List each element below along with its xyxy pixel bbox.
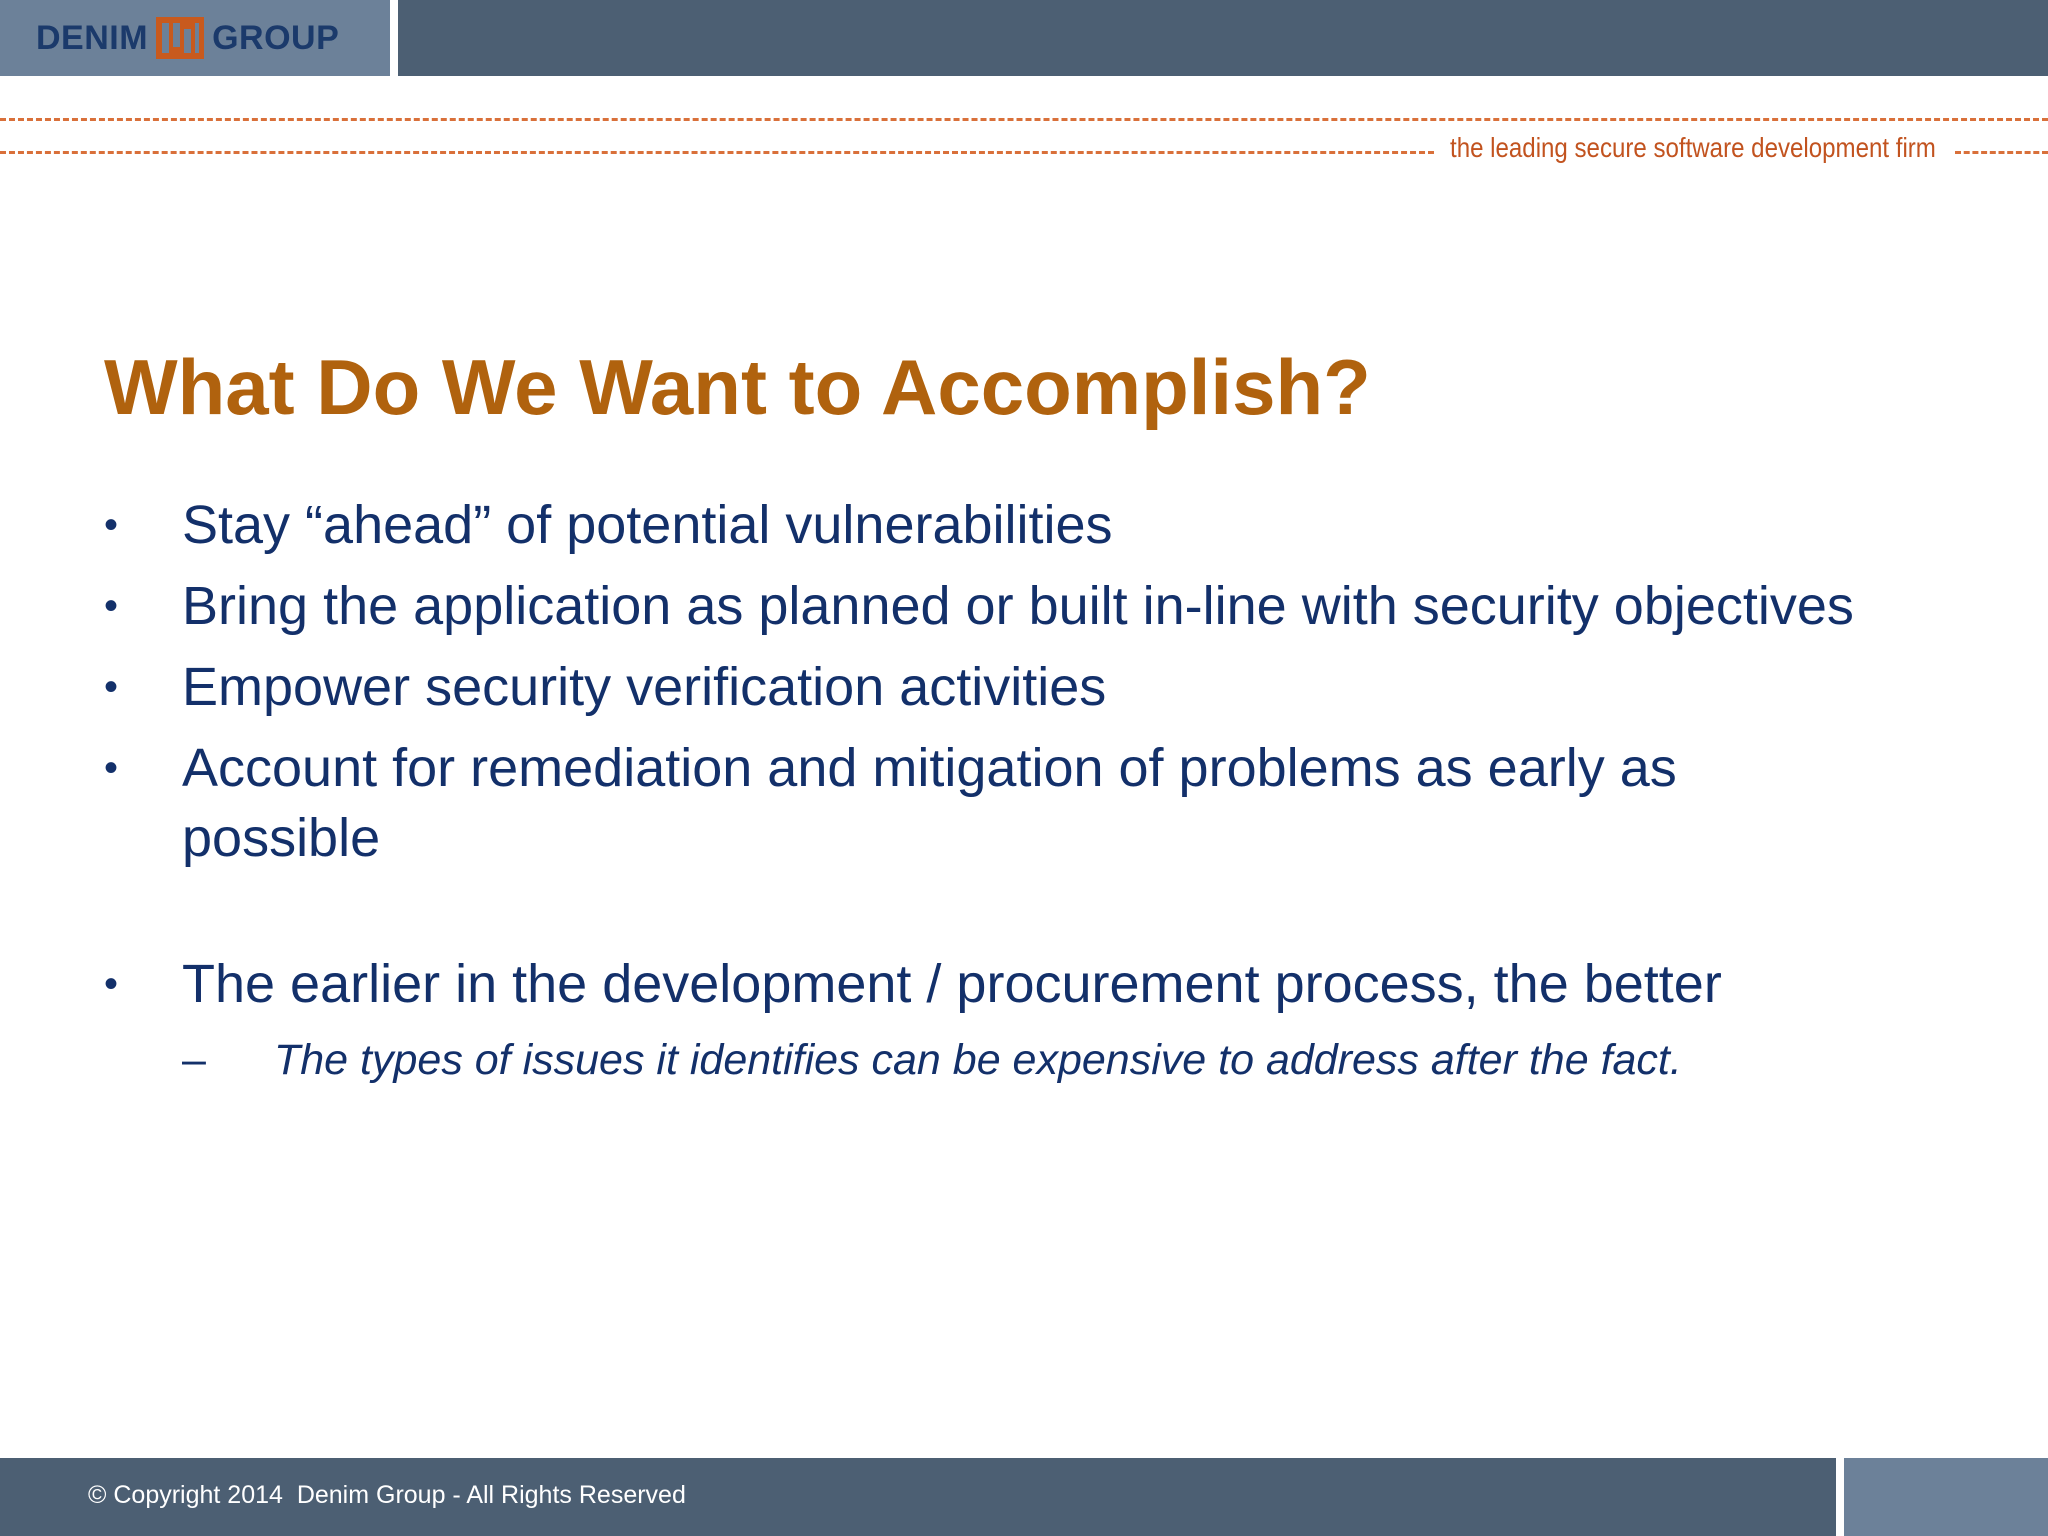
bullet-item <box>104 490 2004 560</box>
tagline: the leading secure software development firm <box>1450 132 1936 163</box>
sub-bullet-text: The types of issues it identifies can be expensive to address after the fact. <box>274 1036 1682 1084</box>
bullet-text: Empower security verification activities <box>182 657 1107 717</box>
footer-divider <box>1836 1458 1844 1536</box>
bullet-text: Stay “ahead” of potential vulnerabilities <box>182 495 1113 555</box>
logo-text-group: GROUP <box>212 18 340 57</box>
copyright-notice: © Copyright 2014 Denim Group - All Rights Reserved <box>88 1481 686 1509</box>
bullet-text: Account for remediation and mitigation of problems as early as possible <box>182 738 1677 868</box>
bullet-text: The earlier in the development / procurement process, the better <box>182 954 1722 1014</box>
sub-bullet-item <box>182 1030 2004 1090</box>
bullet-item <box>104 652 2004 722</box>
footer-corner-box <box>1844 1458 2048 1536</box>
bullet-marker: • <box>104 962 119 1006</box>
bullet-item <box>104 949 2004 1019</box>
logo-text-denim: DENIM <box>36 18 149 57</box>
bullet-list <box>104 490 2004 1090</box>
bullet-item <box>104 571 2004 641</box>
decorative-dashed-line-bottom-right <box>1955 151 2048 154</box>
sub-bullet-marker: – <box>182 1036 206 1084</box>
decorative-dashed-line-bottom-left <box>0 151 1434 154</box>
bullet-item <box>104 733 1862 873</box>
bullet-marker: • <box>104 503 119 547</box>
header-bar <box>398 0 2048 76</box>
bullet-marker: • <box>104 584 119 628</box>
decorative-dashed-line-top <box>0 118 2048 121</box>
bullet-marker: • <box>104 665 119 709</box>
logo-mark-icon <box>156 17 204 59</box>
bullet-marker: • <box>104 746 119 790</box>
slide-title: What Do We Want to Accomplish? <box>104 343 1371 431</box>
denim-group-logo <box>36 14 339 62</box>
bullet-text: Bring the application as planned or built in-line with security objectives <box>182 576 1854 636</box>
header-divider <box>390 0 398 76</box>
